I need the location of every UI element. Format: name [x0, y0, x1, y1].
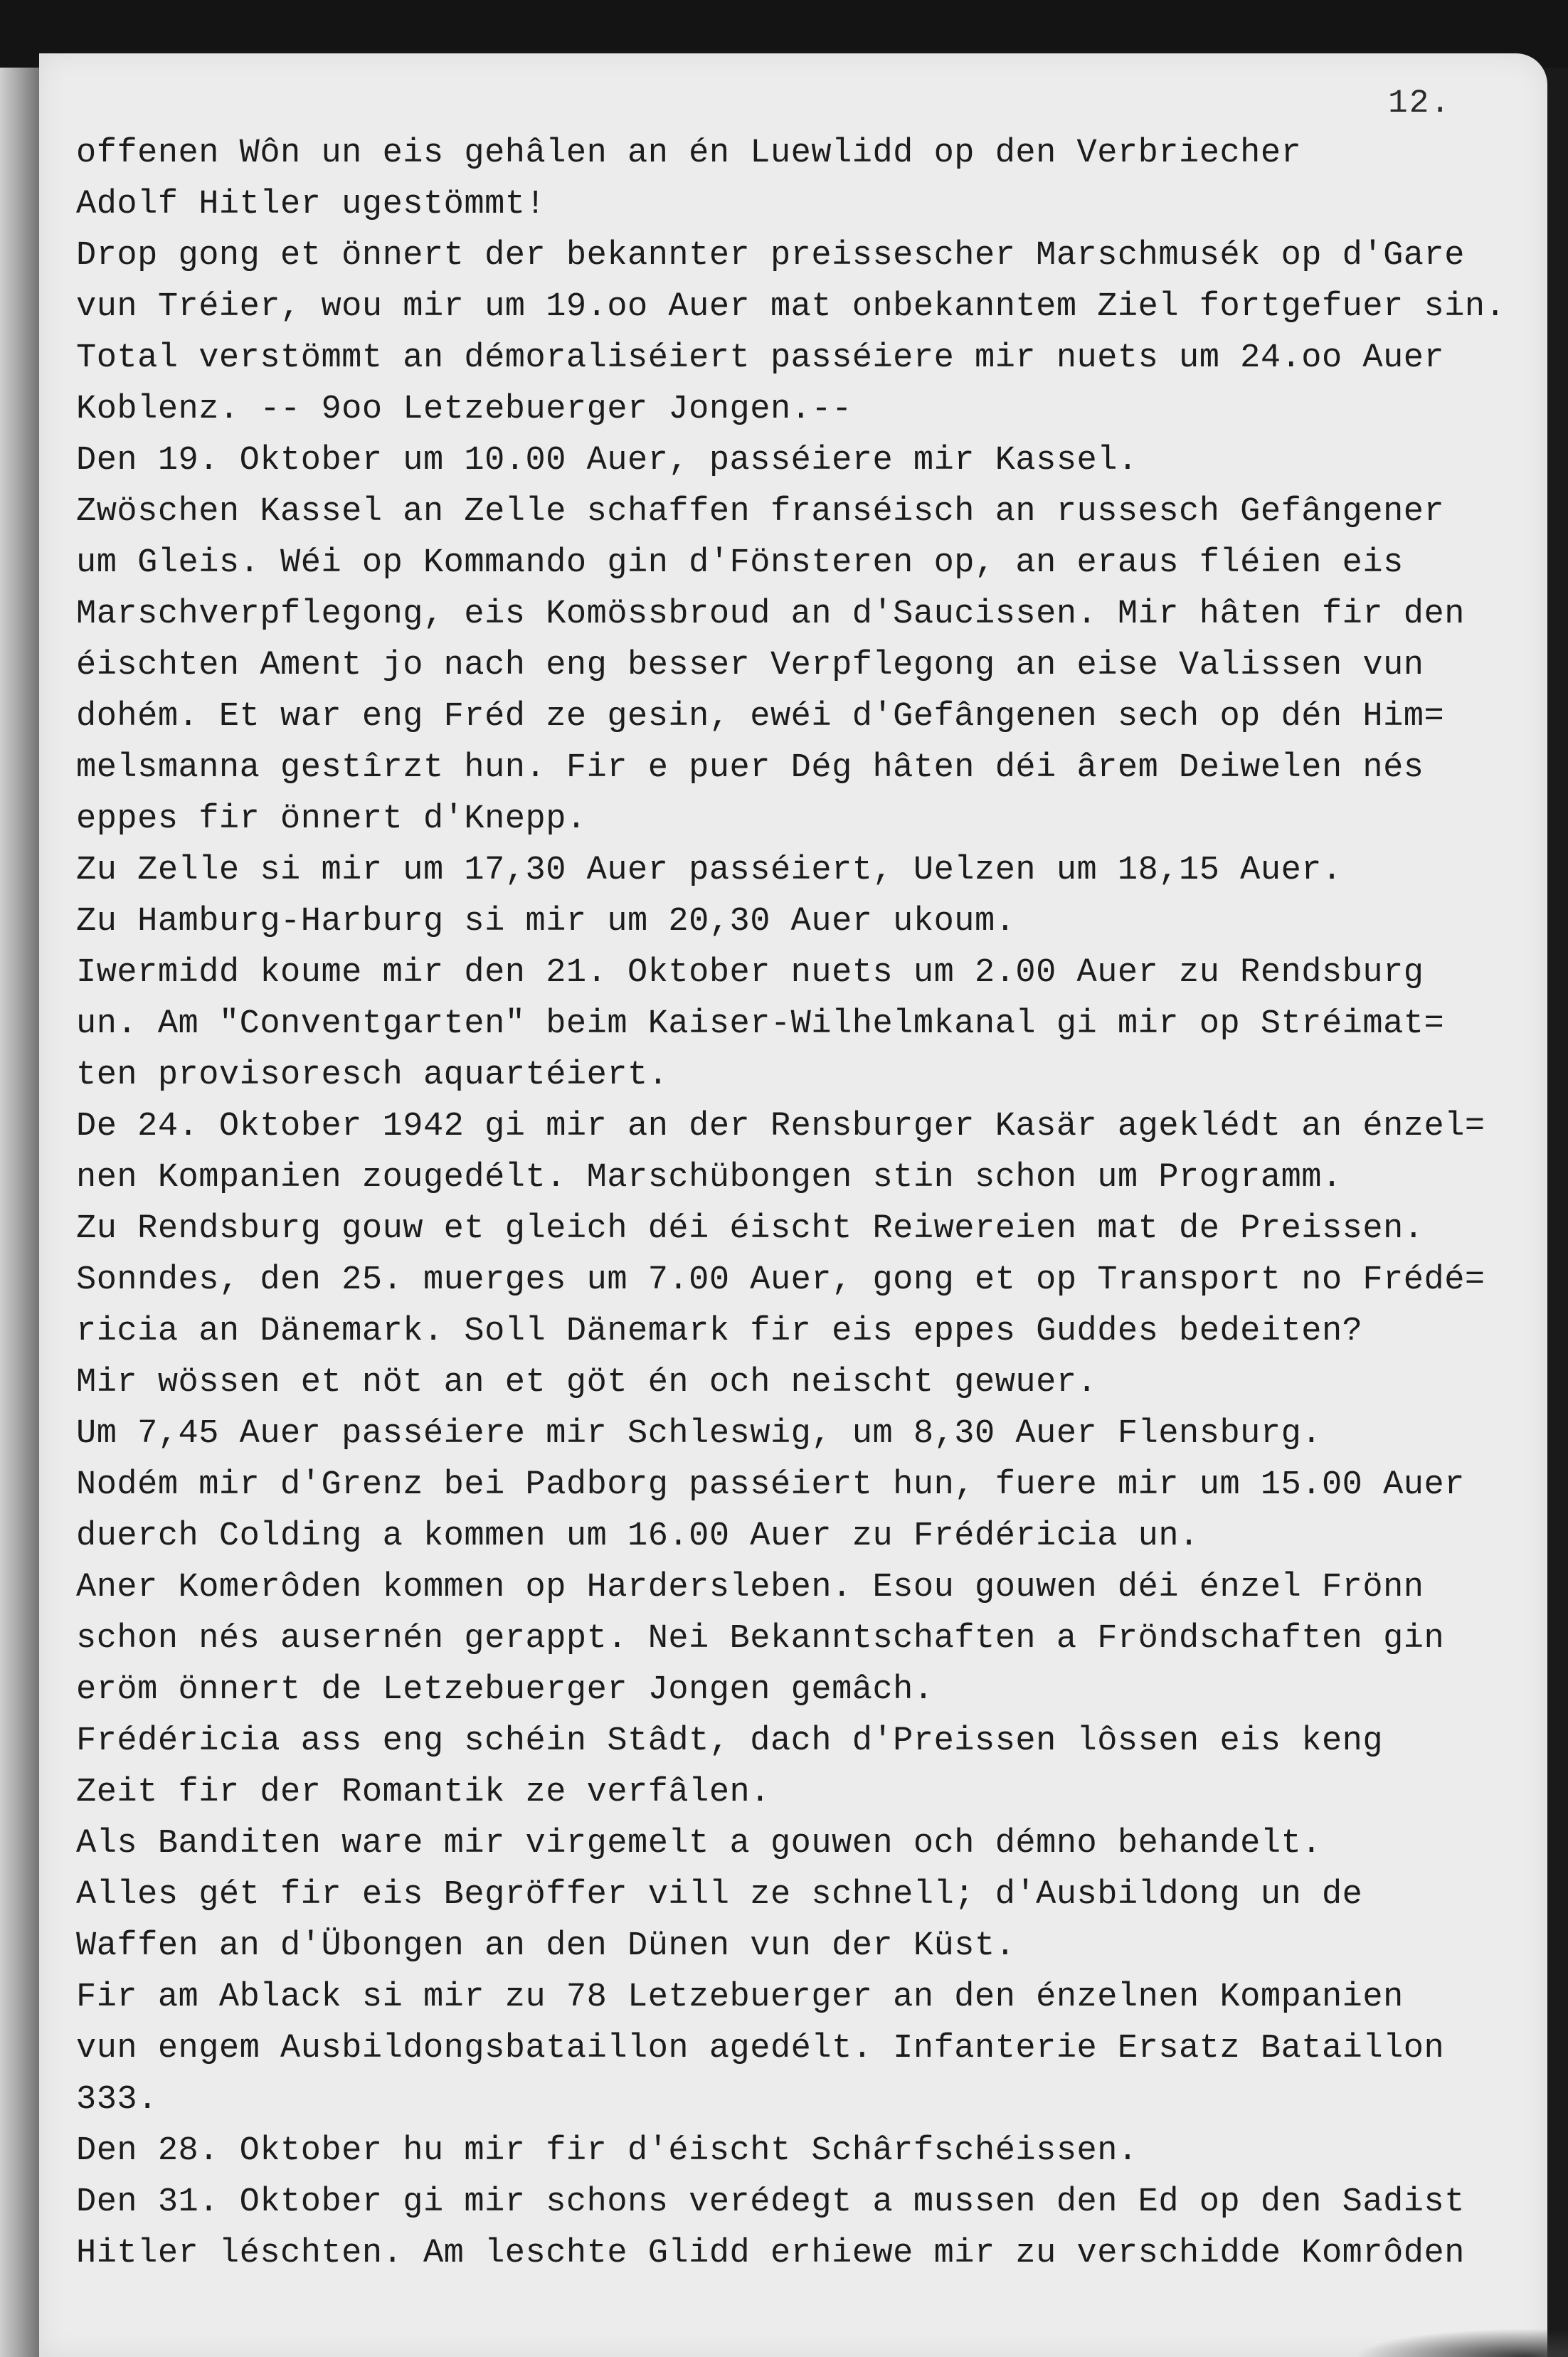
text-line: Koblenz. -- 9oo Letzebuerger Jongen.-- — [76, 391, 852, 428]
text-line: offenen Wôn un eis gehâlen an én Luewlidd op den Verbriecher — [76, 134, 1302, 172]
text-line: Frédéricia ass eng schéin Stâdt, dach d'Preissen lôssen eis keng — [76, 1722, 1384, 1760]
text-line: Sonndes, den 25. muerges um 7.00 Auer, gong et op Transport no Frédé= — [76, 1261, 1485, 1299]
document-body — [76, 128, 1527, 2279]
text-line: nen Kompanien zougedélt. Marschübongen stin schon um Programm. — [76, 1159, 1342, 1197]
page-number: 12. — [1388, 85, 1451, 122]
text-line: schon nés ausernén gerappt. Nei Bekanntschaften a Fröndschaften gin — [76, 1620, 1445, 1658]
text-line: 333. — [76, 2081, 158, 2119]
text-line: De 24. Oktober 1942 gi mir an der Rensburger Kasär ageklédt an énzel= — [76, 1108, 1485, 1145]
text-line: Mir wössen et nöt an et göt én och neischt gewuer. — [76, 1364, 1098, 1402]
text-line: ricia an Dänemark. Soll Dänemark fir eis eppes Guddes bedeiten? — [76, 1313, 1363, 1350]
text-line: um Gleis. Wéi op Kommando gin d'Fönsteren op, an eraus fléien eis — [76, 544, 1404, 582]
text-line: melsmanna gestîrzt hun. Fir e puer Dég hâten déi ârem Deiwelen nés — [76, 749, 1424, 787]
text-line: vun Tréier, wou mir um 19.oo Auer mat onbekanntem Ziel fortgefuer sin. — [76, 288, 1506, 326]
background-left-edge — [0, 0, 43, 2357]
text-line: Adolf Hitler ugestömmt! — [76, 186, 546, 223]
text-line: Marschverpflegong, eis Komössbroud an d'Saucissen. Mir hâten fir den — [76, 595, 1465, 633]
text-line: vun engem Ausbildongsbataillon agedélt. Infanterie Ersatz Bataillon — [76, 2030, 1445, 2067]
text-line: un. Am "Conventgarten" beim Kaiser-Wilhelmkanal gi mir op Stréimat= — [76, 1005, 1445, 1043]
text-line: Zu Rendsburg gouw et gleich déi éischt Reiwereien mat de Preissen. — [76, 1210, 1424, 1248]
text-line: Iwermidd koume mir den 21. Oktober nuets um 2.00 Auer zu Rendsburg — [76, 954, 1424, 992]
text-line: Zu Hamburg-Harburg si mir um 20,30 Auer ukoum. — [76, 903, 1016, 941]
text-line: éischten Ament jo nach eng besser Verpflegong an eise Valissen vun — [76, 647, 1424, 684]
text-line: Den 31. Oktober gi mir schons verédegt a mussen den Ed op den Sadist — [76, 2183, 1465, 2221]
text-line: Aner Komerôden kommen op Hardersleben. Esou gouwen déi énzel Frönn — [76, 1569, 1424, 1606]
text-line: ten provisoresch aquartéiert. — [76, 1056, 669, 1094]
text-line: Drop gong et önnert der bekannter preissescher Marschmusék op d'Gare — [76, 237, 1465, 275]
text-line: Alles gét fir eis Begröffer vill ze schnell; d'Ausbildong un de — [76, 1876, 1363, 1914]
text-line: Um 7,45 Auer passéiere mir Schleswig, um 8,30 Auer Flensburg. — [76, 1415, 1322, 1453]
text-line: duerch Colding a kommen um 16.00 Auer zu Frédéricia un. — [76, 1518, 1199, 1555]
text-line: dohém. Et war eng Fréd ze gesin, ewéi d'Gefângenen sech op dén Him= — [76, 698, 1445, 736]
text-line: Nodém mir d'Grenz bei Padborg passéiert hun, fuere mir um 15.00 Auer — [76, 1466, 1465, 1504]
text-line: Zwöschen Kassel an Zelle schaffen franséisch an russesch Gefângener — [76, 493, 1445, 531]
text-line: eröm önnert de Letzebuerger Jongen gemâch. — [76, 1671, 934, 1709]
text-line: Den 19. Oktober um 10.00 Auer, passéiere mir Kassel. — [76, 442, 1138, 480]
text-line: Zeit fir der Romantik ze verfâlen. — [76, 1774, 770, 1811]
text-line: eppes fir önnert d'Knepp. — [76, 800, 587, 838]
text-line: Den 28. Oktober hu mir fir d'éischt Schârfschéissen. — [76, 2132, 1138, 2170]
text-line: Fir am Ablack si mir zu 78 Letzebuerger an den énzelnen Kompanien — [76, 1979, 1404, 2016]
text-line: Hitler léschten. Am leschte Glidd erhiewe mir zu verschidde Komrôden — [76, 2235, 1465, 2272]
document-page — [39, 53, 1547, 2357]
text-line: Als Banditen ware mir virgemelt a gouwen och démno behandelt. — [76, 1825, 1322, 1863]
corner-shadow — [1355, 2329, 1568, 2357]
text-line: Total verstömmt an démoraliséiert passéiere mir nuets um 24.oo Auer — [76, 339, 1445, 377]
text-line: Zu Zelle si mir um 17,30 Auer passéiert, Uelzen um 18,15 Auer. — [76, 852, 1342, 889]
text-line: Waffen an d'Übongen an den Dünen vun der Küst. — [76, 1927, 1016, 1965]
